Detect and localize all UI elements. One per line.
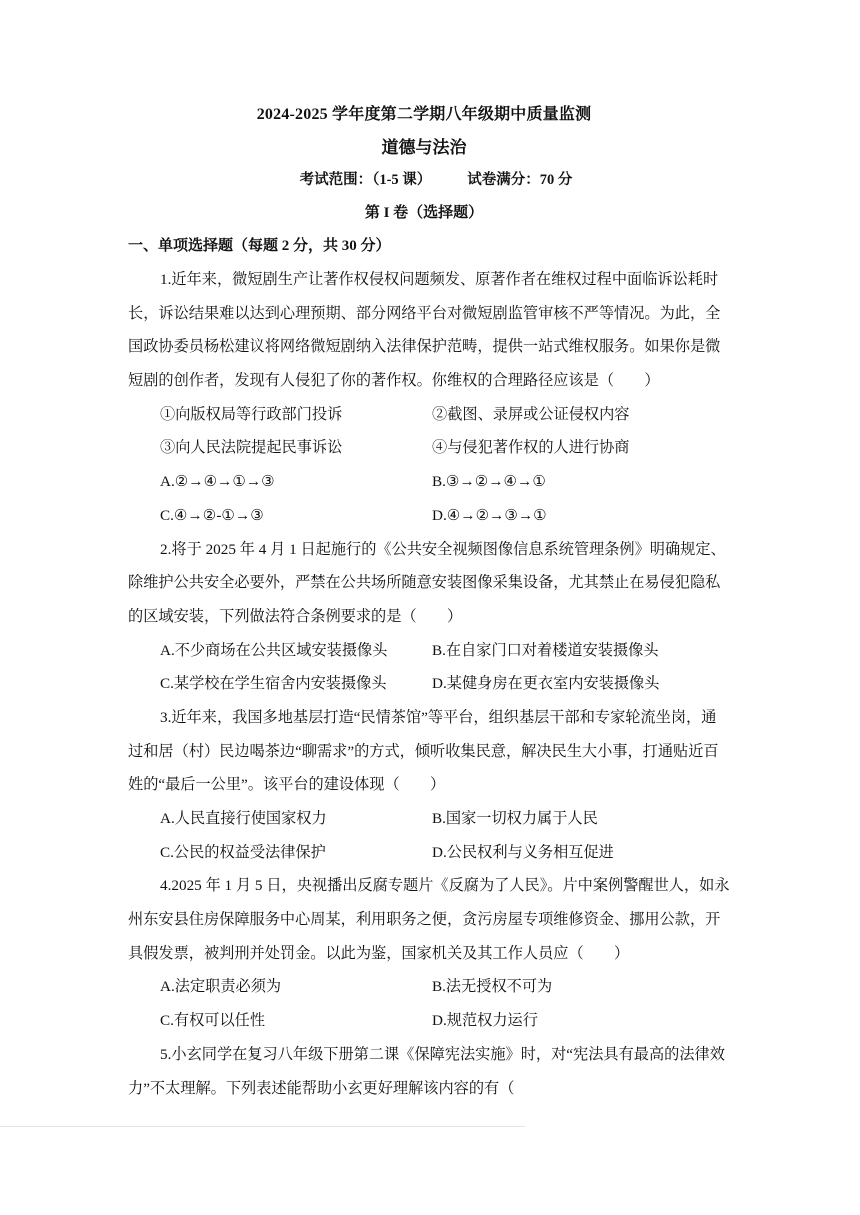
statement-item-1: ①向版权局等行政部门投诉 <box>160 405 343 423</box>
subject-title: 道德与法治 <box>381 138 467 157</box>
question-stem-line: 的区域安装，下列做法符合条例要求的是（ ） <box>128 607 463 625</box>
exam-info <box>128 164 720 197</box>
option-c: C.④→②-①→③ <box>160 506 264 524</box>
statement-row <box>128 431 728 465</box>
option-b: B.法无授权不可为 <box>432 978 553 996</box>
option-row <box>128 1004 728 1038</box>
exam-title: 2024-2025 学年度第二学期八年级期中质量监测 <box>256 106 592 123</box>
part-heading: 第 I 卷（选择题） <box>364 205 484 221</box>
option-row <box>128 499 728 533</box>
question-stem-line: 州东安县住房保障服务中心周某，利用职务之便，贪污房屋专项维修资金、挪用公款，开 <box>128 911 721 929</box>
option-d: D.某健身房在更衣室内安装摄像头 <box>432 675 660 693</box>
option-row <box>128 465 728 499</box>
question-stem-line: 过和居（村）民边喝茶边“聊需求”的方式，倾听收集民意，解决民生大小事，打通贴近百 <box>128 742 719 760</box>
question-stem-line: 具假发票，被判刑并处罚金。以此为鉴，国家机关及其工作人员应（ ） <box>128 944 630 962</box>
option-b: B.国家一切权力属于人民 <box>432 810 598 827</box>
question-stem-line: 3.近年来，我国多地基层打造“民情茶馆”等平台，组织基层干部和专家轮流坐岗，通 <box>160 708 717 726</box>
question-stem-line: 1.近年来，微短剧生产让著作权侵权问题频发、原著作者在维权过程中面临诉讼耗时 <box>160 271 719 288</box>
option-b: B.③→②→④→① <box>432 473 546 491</box>
question-3 <box>128 701 728 869</box>
section-heading: 一、单项选择题（每题 2 分，共 30 分） <box>128 238 391 254</box>
exam-content <box>128 98 728 1105</box>
question-stem-line: 4.2025 年 1 月 5 日，央视播出反腐专题片《反腐为了人民》。片中案例警醒世人，如永 <box>160 877 730 895</box>
option-row <box>128 970 728 1004</box>
question-stem-line: 除维护公共安全必要外，严禁在公共场所随意安装图像采集设备，尤其禁止在易侵犯隐私 <box>128 574 721 592</box>
page-divider <box>0 1126 525 1127</box>
statement-item-2: ②截图、录屏或公证侵权内容 <box>432 405 630 423</box>
option-d: D.规范权力运行 <box>432 1012 538 1030</box>
option-row <box>128 634 728 668</box>
option-row <box>128 802 728 836</box>
statement-row <box>128 398 728 432</box>
option-c: C.某学校在学生宿舍内安装摄像头 <box>160 675 387 693</box>
option-c: C.公民的权益受法律保护 <box>160 843 326 861</box>
option-a: A.不少商场在公共区域安装摄像头 <box>160 641 388 659</box>
question-2 <box>128 533 728 701</box>
statement-item-3: ③向人民法院提起民事诉讼 <box>160 439 343 457</box>
question-stem-line: 5.小玄同学在复习八年级下册第二课《保障宪法实施》时，对“宪法具有最高的法律效 <box>160 1045 725 1063</box>
exam-scope: 考试范围：（1-5 课） <box>299 172 432 188</box>
option-a: A.法定职责必须为 <box>160 978 282 996</box>
question-4 <box>128 869 728 1037</box>
question-stem-line: 2.将于 2025 年 4 月 1 日起施行的《公共安全视频图像信息系统管理条例》明确规定、 <box>160 540 726 558</box>
option-row <box>128 836 728 870</box>
option-d: D.④→②→③→① <box>432 506 547 524</box>
question-stem-line: 国政协委员杨松建议将网络微短剧纳入法律保护范畴，提供一站式维权服务。如果你是微 <box>128 338 721 356</box>
option-b: B.在自家门口对着楼道安装摄像头 <box>432 641 659 659</box>
option-d: D.公民权利与义务相互促进 <box>432 843 614 861</box>
statement-item-4: ④与侵犯著作权的人进行协商 <box>432 439 630 457</box>
question-stem-line: 长，诉讼结果难以达到心理预期、部分网络平台对微短剧监管审核不严等情况。为此，全 <box>128 304 721 322</box>
option-a: A.人民直接行使国家权力 <box>160 810 327 827</box>
question-1 <box>128 263 728 533</box>
question-stem-line: 姓的“最后一公里”。该平台的建设体现（ ） <box>128 776 446 794</box>
question-stem-line: 力”不太理解。下列表述能帮助小玄更好理解该内容的有（ <box>128 1079 515 1097</box>
question-stem-line: 短剧的创作者，发现有人侵犯了你的著作权。你维权的合理路径应该是（ ） <box>128 372 660 390</box>
question-5 <box>128 1038 728 1105</box>
exam-full-score: 试卷满分：70 分 <box>467 172 573 188</box>
option-row <box>128 667 728 701</box>
option-a: A.②→④→①→③ <box>160 473 275 491</box>
option-c: C.有权可以任性 <box>160 1012 266 1030</box>
